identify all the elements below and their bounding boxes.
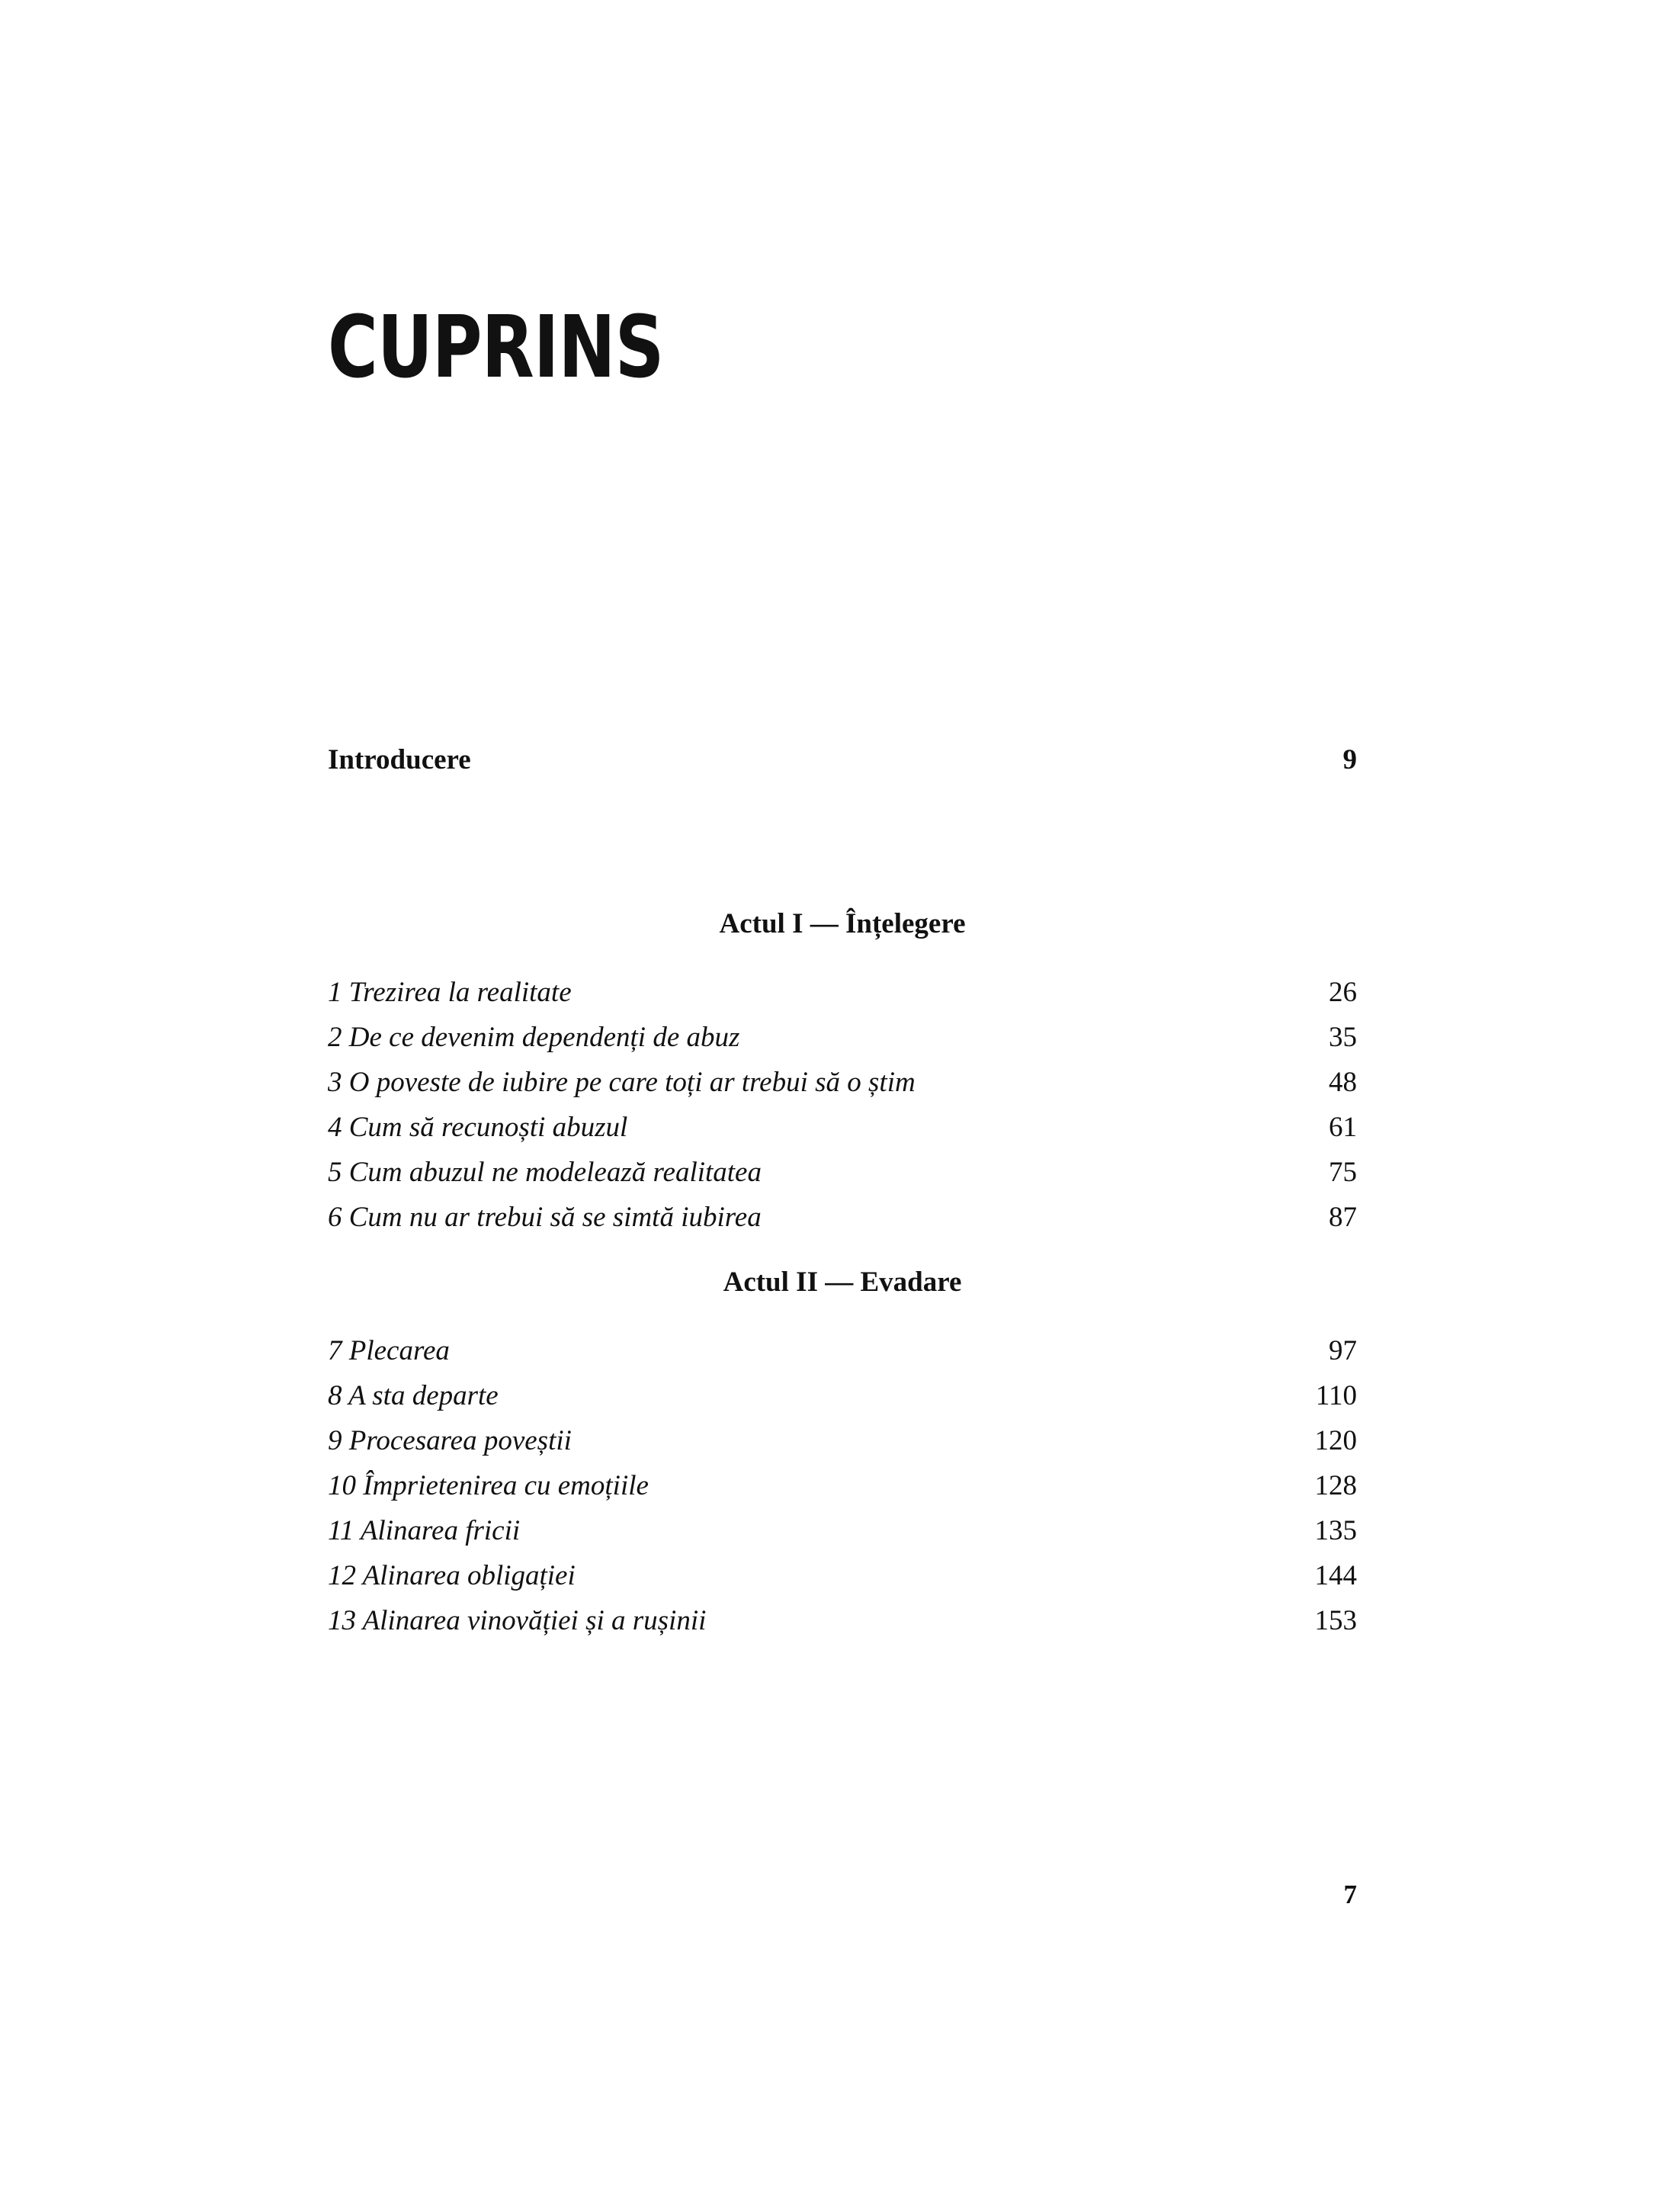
toc-entry[interactable] — [328, 1195, 1357, 1240]
toc-entry[interactable] — [328, 1508, 1357, 1553]
toc-entry[interactable] — [328, 1553, 1357, 1598]
toc-entry[interactable] — [328, 1328, 1357, 1373]
toc-entry-page-number: 48 — [1329, 1067, 1357, 1098]
toc-entry[interactable] — [328, 1463, 1357, 1508]
toc-entry[interactable] — [328, 1373, 1357, 1418]
toc-entry-page-number: 110 — [1315, 1380, 1357, 1411]
toc-entry[interactable] — [328, 1060, 1357, 1105]
part-heading-1: Actul I — Înțelegere — [719, 908, 966, 939]
toc-entries-part-1 — [328, 970, 1357, 1240]
toc-entry-label: 3 O poveste de iubire pe care toți ar trebui să o știm — [328, 1067, 916, 1098]
toc-entry-introducere[interactable] — [328, 743, 1357, 776]
toc-entry-label: 10 Împrietenirea cu emoțiile — [328, 1470, 649, 1501]
toc-entry-page-number: 75 — [1329, 1157, 1357, 1188]
toc-entry-label: 2 De ce devenim dependenți de abuz — [328, 1022, 740, 1053]
toc-entry[interactable] — [328, 1418, 1357, 1463]
toc-entry-label: 4 Cum să recunoști abuzul — [328, 1112, 628, 1143]
toc-entry-page-number: 61 — [1329, 1112, 1357, 1143]
toc-entry-page-number: 120 — [1314, 1425, 1357, 1456]
toc-entry[interactable] — [328, 1150, 1357, 1195]
toc-entry-label: 13 Alinarea vinovăției și a rușinii — [328, 1605, 707, 1636]
toc-entry[interactable] — [328, 1105, 1357, 1150]
toc-entry[interactable] — [328, 1598, 1357, 1643]
page-folio: 7 — [1343, 1880, 1357, 1909]
toc-entry-label: 8 A sta departe — [328, 1380, 499, 1411]
toc-entry-label: 1 Trezirea la realitate — [328, 977, 572, 1008]
toc-entry-label: 9 Procesarea poveștii — [328, 1425, 572, 1456]
toc-entry-label: 11 Alinarea fricii — [328, 1515, 521, 1546]
part-heading-2: Actul II — Evadare — [723, 1267, 962, 1298]
toc-entry-label: 7 Plecarea — [328, 1335, 450, 1366]
toc-entry-label: 6 Cum nu ar trebui să se simtă iubirea — [328, 1202, 762, 1233]
toc-entry-label: 5 Cum abuzul ne modelează realitatea — [328, 1157, 762, 1188]
toc-entries-part-2 — [328, 1328, 1357, 1643]
toc-entry[interactable] — [328, 1015, 1357, 1060]
page-title: CUPRINS — [328, 298, 664, 397]
toc-entry-page-number: 144 — [1314, 1560, 1357, 1591]
toc-entry-page-number: 135 — [1314, 1515, 1357, 1546]
toc-entry-label: 12 Alinarea obligației — [328, 1560, 576, 1591]
toc-entry-page-number: 26 — [1329, 977, 1357, 1008]
toc-entry-page-number: 97 — [1329, 1335, 1357, 1366]
toc-entry[interactable] — [328, 970, 1357, 1015]
toc-entry-page-number: 35 — [1329, 1022, 1357, 1053]
toc-entry-page-number: 9 — [1342, 744, 1357, 775]
toc-entry-page-number: 128 — [1314, 1470, 1357, 1501]
toc-content — [328, 0, 1357, 2212]
toc-entry-label: Introducere — [328, 744, 471, 775]
toc-entry-page-number: 153 — [1314, 1605, 1357, 1636]
toc-entry-page-number: 87 — [1329, 1202, 1357, 1233]
